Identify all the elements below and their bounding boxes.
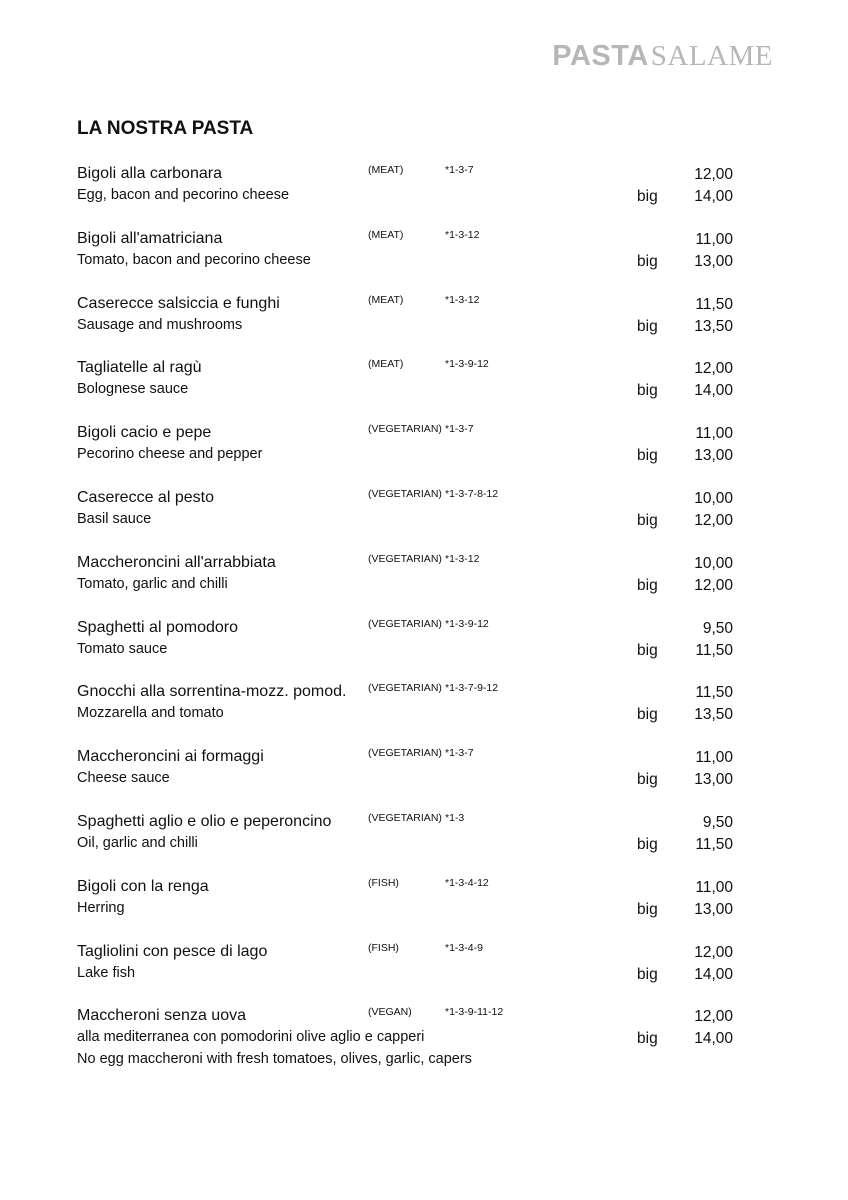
dish-category: (VEGETARIAN) <box>368 617 442 630</box>
logo-part-pasta: PASTA <box>552 40 649 72</box>
big-portion-price: 11,50 <box>695 641 733 659</box>
dish-price: 12,00 <box>694 943 733 961</box>
dish-category: (MEAT) <box>368 228 404 241</box>
dish-name: Tagliolini con pesce di lago <box>77 942 268 960</box>
menu-item <box>0 292 848 357</box>
big-portion-price: 14,00 <box>694 1030 733 1048</box>
dish-category: (MEAT) <box>368 293 404 306</box>
dish-price: 11,00 <box>695 230 733 248</box>
dish-category: (VEGETARIAN) <box>368 552 442 565</box>
big-portion-price: 13,00 <box>694 771 733 789</box>
dish-description: Tomato, bacon and pecorino cheese <box>77 251 311 268</box>
dish-name: Bigoli con la renga <box>77 877 209 895</box>
big-portion-label: big <box>637 447 658 465</box>
menu-item <box>0 421 848 486</box>
dish-description: Basil sauce <box>77 510 152 527</box>
dish-description: Mozzarella and tomato <box>77 705 224 722</box>
big-portion-price: 12,00 <box>694 511 733 529</box>
big-portion-label: big <box>637 576 658 594</box>
dish-category: (FISH) <box>368 876 399 889</box>
dish-allergens: *1-3-9-11-12 <box>445 1006 504 1019</box>
dish-name: Bigoli alla carbonara <box>77 165 222 182</box>
big-portion-label: big <box>637 382 658 400</box>
dish-allergens: *1-3-12 <box>445 228 480 241</box>
big-portion-price: 14,00 <box>694 188 733 205</box>
dish-name: Caserecce salsiccia e funghi <box>77 294 280 312</box>
menu-item <box>0 162 848 227</box>
section-title: LA NOSTRA PASTA <box>77 118 254 139</box>
dish-price: 11,50 <box>695 684 733 702</box>
dish-allergens: *1-3 <box>445 811 465 824</box>
menu-item <box>0 940 848 1005</box>
dish-allergens: *1-3-12 <box>445 552 480 565</box>
dish-allergens: *1-3-7 <box>445 747 474 760</box>
dish-allergens: *1-3-12 <box>445 293 480 306</box>
dish-name: Caserecce al pesto <box>77 488 214 506</box>
dish-name: Bigoli cacio e pepe <box>77 424 212 442</box>
dish-allergens: *1-3-9-12 <box>445 358 489 371</box>
big-portion-label: big <box>637 771 658 789</box>
dish-allergens: *1-3-4-12 <box>445 876 489 889</box>
big-portion-price: 13,00 <box>694 447 733 465</box>
big-portion-price: 14,00 <box>694 382 733 400</box>
big-portion-label: big <box>637 641 658 659</box>
big-portion-label: big <box>637 511 658 529</box>
big-portion-price: 13,00 <box>694 252 733 270</box>
dish-price: 9,50 <box>702 619 733 637</box>
dish-price: 12,00 <box>694 1008 733 1026</box>
big-portion-label: big <box>637 900 658 918</box>
big-portion-price: 12,00 <box>694 576 733 594</box>
big-portion-price: 13,50 <box>694 317 733 335</box>
menu-item <box>0 680 848 745</box>
dish-category: (FISH) <box>368 941 399 954</box>
big-portion-price: 13,50 <box>694 706 733 724</box>
dish-description: Herring <box>77 899 125 916</box>
dish-name: Maccheroncini all'arrabbiata <box>77 553 276 571</box>
dish-allergens: *1-3-7-9-12 <box>445 682 499 695</box>
dish-price: 10,00 <box>694 554 733 572</box>
dish-category: (MEAT) <box>368 164 404 176</box>
dish-category: (VEGETARIAN) <box>368 682 442 695</box>
big-portion-price: 11,50 <box>695 835 733 853</box>
dish-allergens: *1-3-7 <box>445 164 474 176</box>
restaurant-logo <box>552 40 773 73</box>
big-portion-label: big <box>637 706 658 724</box>
big-portion-label: big <box>637 188 658 205</box>
dish-description: Oil, garlic and chilli <box>77 834 198 851</box>
dish-price: 10,00 <box>694 489 733 507</box>
big-portion-label: big <box>637 1030 658 1048</box>
dish-category: (VEGETARIAN) <box>368 487 442 500</box>
menu-item <box>0 227 848 292</box>
menu-list <box>0 162 848 1094</box>
dish-price: 12,00 <box>694 360 733 378</box>
big-portion-label: big <box>637 317 658 335</box>
dish-category: (MEAT) <box>368 358 404 371</box>
menu-item <box>0 1004 848 1094</box>
dish-category: (VEGAN) <box>368 1006 412 1019</box>
dish-name: Spaghetti aglio e olio e peperoncino <box>77 812 332 830</box>
big-portion-label: big <box>637 835 658 853</box>
dish-price: 11,50 <box>695 295 733 313</box>
dish-price: 12,00 <box>694 166 733 183</box>
dish-allergens: *1-3-4-9 <box>445 941 483 954</box>
dish-description: Tomato, garlic and chilli <box>77 575 228 592</box>
dish-name: Maccheroncini ai formaggi <box>77 748 264 766</box>
dish-description: No egg maccheroni with fresh tomatoes, olives, garlic, capers <box>77 1051 472 1068</box>
dish-name: Maccheroni senza uova <box>77 1007 246 1025</box>
dish-allergens: *1-3-7 <box>445 423 474 436</box>
dish-category: (VEGETARIAN) <box>368 811 442 824</box>
dish-description: alla mediterranea con pomodorini olive aglio e capperi <box>77 1029 425 1046</box>
dish-allergens: *1-3-9-12 <box>445 617 489 630</box>
menu-item <box>0 356 848 421</box>
dish-name: Spaghetti al pomodoro <box>77 618 238 636</box>
menu-item <box>0 551 848 616</box>
dish-description: Pecorino cheese and pepper <box>77 446 263 463</box>
dish-price: 11,00 <box>695 425 733 443</box>
dish-name: Gnocchi alla sorrentina-mozz. pomod. <box>77 683 347 701</box>
dish-description: Bolognese sauce <box>77 381 189 398</box>
big-portion-label: big <box>637 965 658 983</box>
dish-price: 9,50 <box>702 813 733 831</box>
menu-item <box>0 810 848 875</box>
big-portion-price: 14,00 <box>694 965 733 983</box>
dish-description: Sausage and mushrooms <box>77 316 243 333</box>
dish-name: Bigoli all'amatriciana <box>77 229 223 247</box>
dish-price: 11,00 <box>695 878 733 896</box>
menu-item <box>0 486 848 551</box>
menu-item <box>0 616 848 681</box>
menu-item <box>0 875 848 940</box>
dish-description: Lake fish <box>77 964 136 981</box>
dish-price: 11,00 <box>695 749 733 767</box>
dish-name: Tagliatelle al ragù <box>77 359 202 377</box>
dish-description: Egg, bacon and pecorino cheese <box>77 187 290 203</box>
big-portion-label: big <box>637 252 658 270</box>
logo-part-salame: SALAME <box>650 40 773 72</box>
dish-category: (VEGETARIAN) <box>368 747 442 760</box>
dish-description: Tomato sauce <box>77 640 168 657</box>
dish-category: (VEGETARIAN) <box>368 423 442 436</box>
dish-allergens: *1-3-7-8-12 <box>445 487 499 500</box>
big-portion-price: 13,00 <box>694 900 733 918</box>
menu-item <box>0 745 848 810</box>
dish-description: Cheese sauce <box>77 770 170 787</box>
